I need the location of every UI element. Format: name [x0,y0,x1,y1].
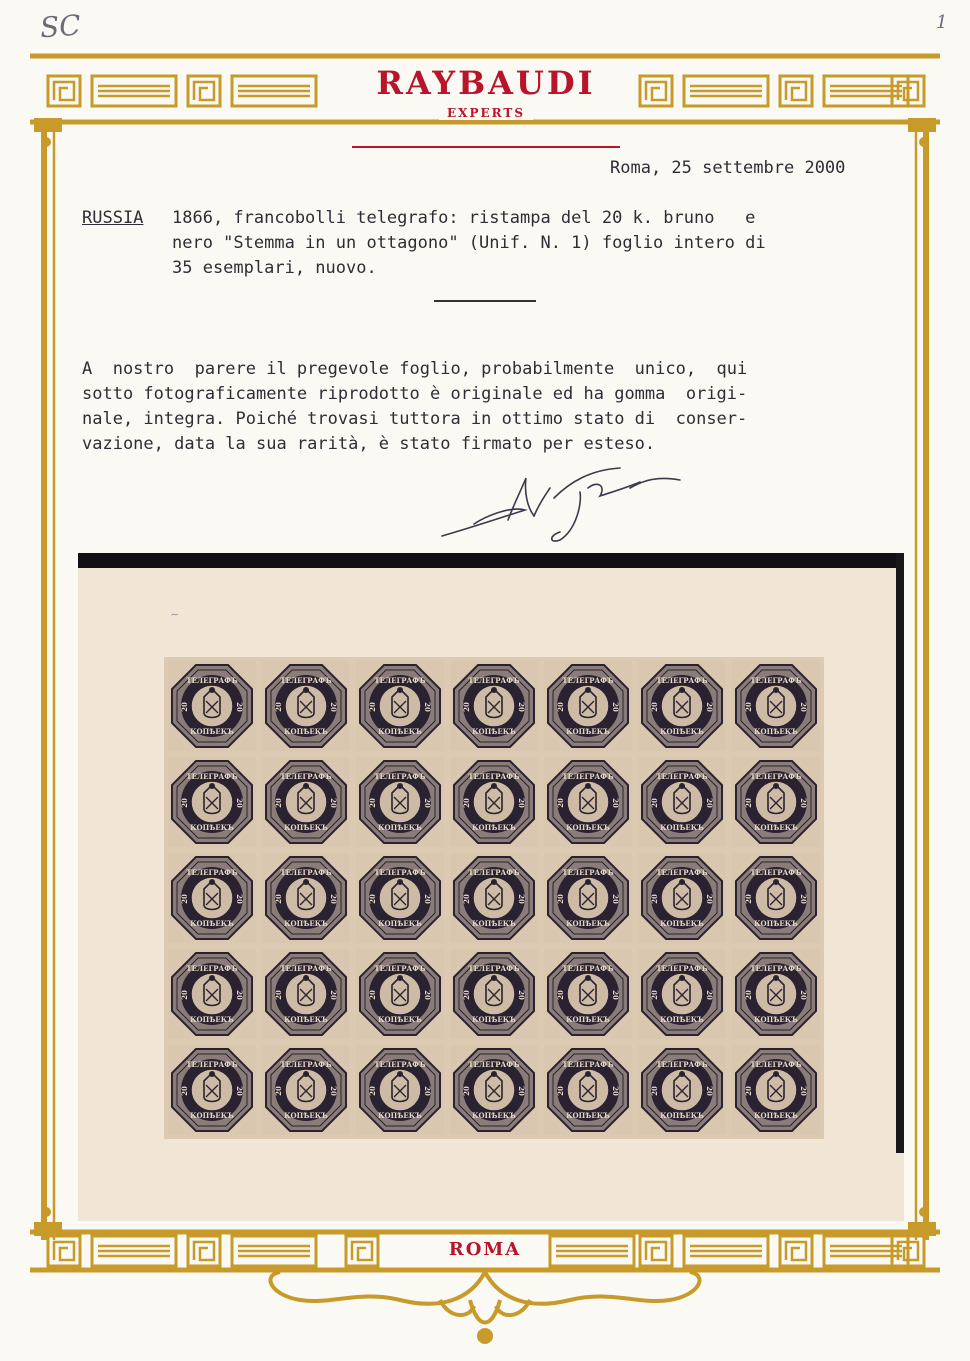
stamp-bottom-text: КОПѢЕКЪ [378,919,422,928]
stamp-r5-c2 [262,1045,350,1135]
stamp-top-text: ТЕЛЕГРАФЪ [750,1060,802,1069]
stamp-value-right: 20 [611,798,620,808]
stamp-bottom-text: КОПѢЕКЪ [660,1111,704,1120]
stamp-bottom-text: КОПѢЕКЪ [378,1111,422,1120]
stamp-r4-c6 [638,949,726,1039]
stamp-top-text: ТЕЛЕГРАФЪ [750,868,802,877]
stamp-r3-c2 [262,853,350,943]
stamp-r1-c4 [450,661,538,751]
stamp-top-text: ТЕЛЕГРАФЪ [374,868,426,877]
stamp-top-text: ТЕЛЕГРАФЪ [280,868,332,877]
stamp-value-left: 20 [650,702,659,712]
photo-shadow-band [78,553,904,568]
stamp-r5-c3 [356,1045,444,1135]
stamp-top-text: ТЕЛЕГРАФЪ [280,964,332,973]
stamp-r2-c6 [638,757,726,847]
stamp-value-left: 20 [368,798,377,808]
stamp-value-right: 20 [517,1086,526,1096]
stamp-value-left: 20 [556,798,565,808]
stamp-value-right: 20 [611,990,620,1000]
stamp-value-right: 20 [705,1086,714,1096]
stamp-value-left: 20 [274,798,283,808]
stamp-top-text: ТЕЛЕГРАФЪ [750,772,802,781]
opinion-line: sotto fotograficamente riprodotto è originale ed ha gomma origi- [82,384,748,404]
stamp-bottom-text: КОПѢЕКЪ [284,1111,328,1120]
stamp-value-left: 20 [650,798,659,808]
stamp-r5-c7 [732,1045,820,1135]
stamp-bottom-text: КОПѢЕКЪ [190,823,234,832]
stamp-bottom-text: КОПѢЕКЪ [660,1015,704,1024]
brand-header [340,62,632,118]
stamp-value-right: 20 [235,1086,244,1096]
stamp-value-right: 20 [799,1086,808,1096]
stamp-top-text: ТЕЛЕГРАФЪ [562,676,614,685]
stamp-value-left: 20 [180,894,189,904]
stamp-bottom-text: КОПѢЕКЪ [754,919,798,928]
stamp-top-text: ТЕЛЕГРАФЪ [562,868,614,877]
footer-city: ROMA [448,1239,522,1260]
stamp-value-left: 20 [462,702,471,712]
stamp-r5-c4 [450,1045,538,1135]
stamp-bottom-text: КОПѢЕКЪ [190,919,234,928]
stamp-r5-c6 [638,1045,726,1135]
stamp-r4-c5 [544,949,632,1039]
stamp-value-right: 20 [235,798,244,808]
stamp-value-right: 20 [423,1086,432,1096]
stamp-r3-c5 [544,853,632,943]
stamp-top-text: ТЕЛЕГРАФЪ [656,772,708,781]
stamp-bottom-text: КОПѢЕКЪ [190,1015,234,1024]
certificate-country: RUSSIA [82,208,144,228]
stamp-value-right: 20 [329,798,338,808]
stamp-value-left: 20 [556,894,565,904]
photo-pencil-mark: ~ [169,607,180,622]
stamp-value-left: 20 [368,1086,377,1096]
opinion-line: vazione, data la sua rarità, è stato firmato per esteso. [82,434,656,454]
stamp-top-text: ТЕЛЕГРАФЪ [468,676,520,685]
stamp-value-left: 20 [274,1086,283,1096]
stamp-r4-c1 [168,949,256,1039]
stamp-value-right: 20 [611,894,620,904]
stamp-top-text: ТЕЛЕГРАФЪ [374,772,426,781]
stamp-value-left: 20 [556,702,565,712]
stamp-value-right: 20 [799,990,808,1000]
stamp-value-left: 20 [462,894,471,904]
stamp-top-text: ТЕЛЕГРАФЪ [468,868,520,877]
stamp-r4-c4 [450,949,538,1039]
stamp-value-left: 20 [274,702,283,712]
stamp-bottom-text: КОПѢЕКЪ [472,823,516,832]
stamp-bottom-text: КОПѢЕКЪ [284,727,328,736]
stamp-value-right: 20 [423,798,432,808]
stamp-value-left: 20 [180,990,189,1000]
stamp-value-right: 20 [799,894,808,904]
stamp-value-right: 20 [611,702,620,712]
certificate-date: Roma, 25 settembre 2000 [610,158,846,178]
stamp-top-text: ТЕЛЕГРАФЪ [374,1060,426,1069]
stamp-r2-c2 [262,757,350,847]
stamp-value-right: 20 [517,990,526,1000]
opinion-line: A nostro parere il pregevole foglio, probabilmente unico, qui [82,359,748,379]
stamp-value-right: 20 [235,702,244,712]
stamp-value-left: 20 [556,990,565,1000]
footer-label-box [432,1236,538,1264]
stamp-r3-c3 [356,853,444,943]
stamp-top-text: ТЕЛЕГРАФЪ [186,1060,238,1069]
stamp-r2-c5 [544,757,632,847]
stamp-value-left: 20 [462,1086,471,1096]
stamp-value-right: 20 [329,1086,338,1096]
stamp-top-text: ТЕЛЕГРАФЪ [186,964,238,973]
stamp-r2-c3 [356,757,444,847]
stamp-bottom-text: КОПѢЕКЪ [754,1015,798,1024]
stamp-bottom-text: КОПѢЕКЪ [190,1111,234,1120]
stamp-value-left: 20 [462,990,471,1000]
stamp-r4-c3 [356,949,444,1039]
stamp-top-text: ТЕЛЕГРАФЪ [280,676,332,685]
stamp-value-left: 20 [556,1086,565,1096]
stamp-r4-c2 [262,949,350,1039]
stamp-bottom-text: КОПѢЕКЪ [566,919,610,928]
stamp-bottom-text: КОПѢЕКЪ [660,919,704,928]
stamp-top-text: ТЕЛЕГРАФЪ [468,1060,520,1069]
stamp-r1-c7 [732,661,820,751]
stamp-r2-c1 [168,757,256,847]
photo-shadow-edge [896,553,904,1153]
stamp-r5-c1 [168,1045,256,1135]
stamp-value-right: 20 [705,798,714,808]
stamp-bottom-text: КОПѢЕКЪ [472,1015,516,1024]
stamp-top-text: ТЕЛЕГРАФЪ [750,964,802,973]
stamp-bottom-text: КОПѢЕКЪ [660,823,704,832]
stamp-top-text: ТЕЛЕГРАФЪ [374,676,426,685]
stamp-bottom-text: КОПѢЕКЪ [472,727,516,736]
stamp-value-left: 20 [274,990,283,1000]
stamp-top-text: ТЕЛЕГРАФЪ [186,772,238,781]
stamp-top-text: ТЕЛЕГРАФЪ [656,1060,708,1069]
stamp-top-text: ТЕЛЕГРАФЪ [468,964,520,973]
stamp-top-text: ТЕЛЕГРАФЪ [374,964,426,973]
stamp-value-right: 20 [235,990,244,1000]
stamp-value-right: 20 [423,990,432,1000]
stamp-top-text: ТЕЛЕГРАФЪ [656,964,708,973]
stamp-bottom-text: КОПѢЕКЪ [660,727,704,736]
stamp-r1-c2 [262,661,350,751]
expert-signature [430,458,700,548]
stamp-top-text: ТЕЛЕГРАФЪ [186,676,238,685]
stamp-value-left: 20 [650,990,659,1000]
stamp-value-left: 20 [368,894,377,904]
stamp-value-left: 20 [180,702,189,712]
stamp-r3-c4 [450,853,538,943]
stamp-r2-c7 [732,757,820,847]
stamp-bottom-text: КОПѢЕКЪ [284,1015,328,1024]
stamp-value-right: 20 [705,894,714,904]
stamp-r1-c6 [638,661,726,751]
stamp-value-left: 20 [180,798,189,808]
stamp-top-text: ТЕЛЕГРАФЪ [468,772,520,781]
stamp-top-text: ТЕЛЕГРАФЪ [280,1060,332,1069]
stamp-r3-c7 [732,853,820,943]
stamp-top-text: ТЕЛЕГРАФЪ [186,868,238,877]
stamp-value-left: 20 [650,1086,659,1096]
stamp-r4-c7 [732,949,820,1039]
brand-name: RAYBAUDI [376,64,596,102]
description-line: 35 esemplari, nuovo. [172,258,377,278]
stamp-bottom-text: КОПѢЕКЪ [754,823,798,832]
stamp-value-right: 20 [423,702,432,712]
stamp-value-right: 20 [235,894,244,904]
stamp-value-left: 20 [650,894,659,904]
stamp-bottom-text: КОПѢЕКЪ [472,1111,516,1120]
stamp-value-right: 20 [799,798,808,808]
opinion-line: nale, integra. Poiché trovasi tuttora in ottimo stato di conser- [82,409,748,429]
stamp-bottom-text: КОПѢЕКЪ [566,823,610,832]
stamp-bottom-text: КОПѢЕКЪ [566,1111,610,1120]
stamp-value-left: 20 [744,894,753,904]
stamp-value-right: 20 [705,702,714,712]
stamp-value-left: 20 [274,894,283,904]
stamp-value-right: 20 [517,798,526,808]
stamp-top-text: ТЕЛЕГРАФЪ [562,772,614,781]
brand-subtitle: EXPERTS [439,106,533,120]
stamp-top-text: ТЕЛЕГРАФЪ [750,676,802,685]
stamp-bottom-text: КОПѢЕКЪ [754,1111,798,1120]
stamp-bottom-text: КОПѢЕКЪ [378,823,422,832]
stamp-top-text: ТЕЛЕГРАФЪ [280,772,332,781]
stamp-bottom-text: КОПѢЕКЪ [566,1015,610,1024]
pencil-note-top-right: 1 [936,12,948,33]
stamp-value-right: 20 [799,702,808,712]
stamp-bottom-text: КОПѢЕКЪ [378,1015,422,1024]
stamp-r3-c6 [638,853,726,943]
stamp-bottom-text: КОПѢЕКЪ [472,919,516,928]
stamp-value-right: 20 [517,894,526,904]
stamp-bottom-text: КОПѢЕКЪ [284,823,328,832]
stamp-value-right: 20 [423,894,432,904]
stamp-bottom-text: КОПѢЕКЪ [754,727,798,736]
stamp-value-left: 20 [744,990,753,1000]
sheet-photograph [78,553,904,1221]
description-line: nero "Stemma in un ottagono" (Unif. N. 1) foglio intero di [172,233,766,253]
stamp-value-left: 20 [368,990,377,1000]
stamp-bottom-text: КОПѢЕКЪ [190,727,234,736]
stamp-top-text: ТЕЛЕГРАФЪ [656,868,708,877]
stamp-r2-c4 [450,757,538,847]
stamp-value-right: 20 [329,894,338,904]
stamp-r1-c3 [356,661,444,751]
stamp-r1-c1 [168,661,256,751]
stamp-bottom-text: КОПѢЕКЪ [566,727,610,736]
separator-rule [434,300,536,302]
pencil-note-top-left: SC [38,8,82,45]
stamp-value-left: 20 [744,798,753,808]
stamp-top-text: ТЕЛЕГРАФЪ [562,1060,614,1069]
stamp-sheet [164,657,824,1139]
stamp-value-right: 20 [705,990,714,1000]
stamp-r5-c5 [544,1045,632,1135]
stamp-top-text: ТЕЛЕГРАФЪ [562,964,614,973]
stamp-r3-c1 [168,853,256,943]
stamp-value-right: 20 [329,990,338,1000]
stamp-value-left: 20 [180,1086,189,1096]
bottom-ornament [270,1272,699,1342]
description-line: 1866, francobolli telegrafo: ristampa del 20 k. bruno e [172,208,756,228]
stamp-bottom-text: КОПѢЕКЪ [378,727,422,736]
stamp-value-left: 20 [368,702,377,712]
stamp-value-right: 20 [611,1086,620,1096]
stamp-value-right: 20 [517,702,526,712]
stamp-value-right: 20 [329,702,338,712]
stamp-value-left: 20 [744,1086,753,1096]
stamp-r1-c5 [544,661,632,751]
stamp-top-text: ТЕЛЕГРАФЪ [656,676,708,685]
stamp-bottom-text: КОПѢЕКЪ [284,919,328,928]
stamp-value-left: 20 [744,702,753,712]
stamp-value-left: 20 [462,798,471,808]
